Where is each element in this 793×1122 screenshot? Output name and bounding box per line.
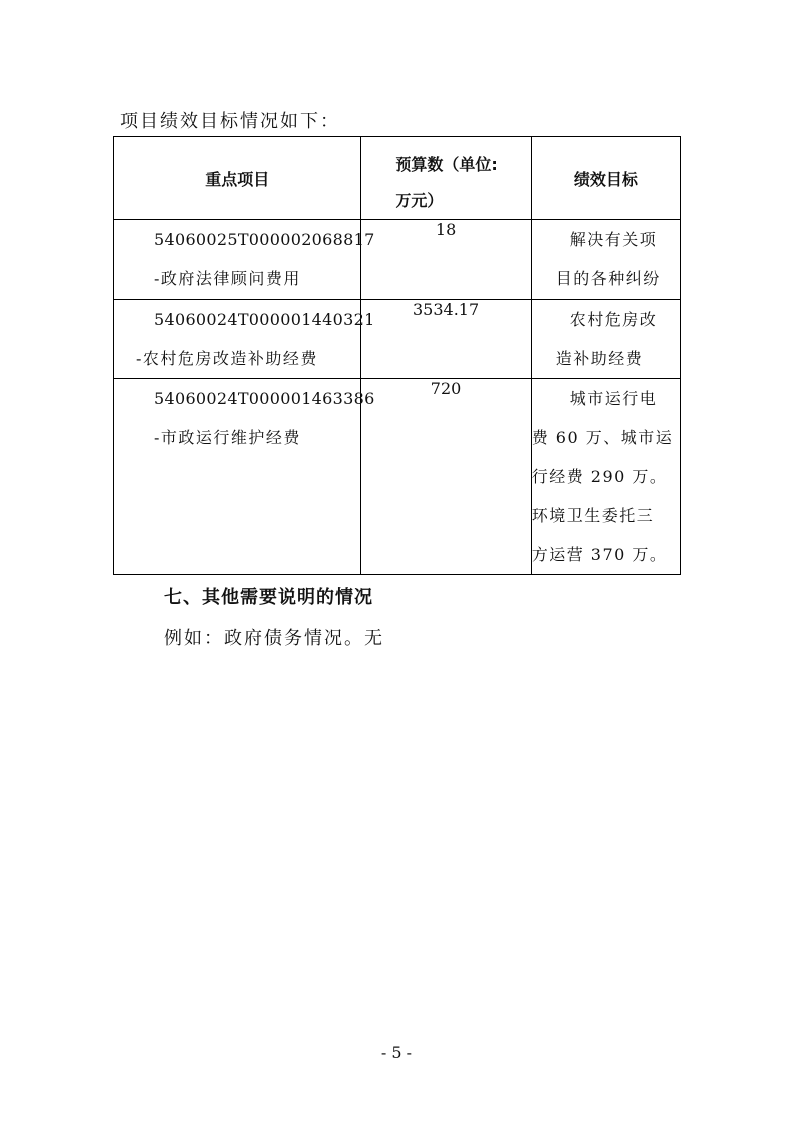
project-name: -农村危房改造补助经费 <box>136 349 318 368</box>
target-cell <box>531 379 680 575</box>
table-row <box>114 300 681 379</box>
target-cell <box>531 300 680 379</box>
intro-text: 项目绩效目标情况如下： <box>120 111 340 132</box>
table-row <box>114 379 681 575</box>
section-title: 七、其他需要说明的情况 <box>164 587 373 608</box>
header-project: 重点项目 <box>114 137 361 220</box>
header-budget <box>361 137 531 220</box>
table-header-row <box>114 137 681 220</box>
page-number: - 5 - <box>380 1043 413 1062</box>
target-line: 造补助经费 <box>555 349 644 368</box>
project-code: 54060024T000001463386 <box>154 389 375 408</box>
budget-cell: 18 <box>361 220 531 300</box>
project-cell <box>114 300 375 379</box>
header-target: 绩效目标 <box>531 137 680 220</box>
project-cell <box>114 220 375 300</box>
target-line: 农村危房改 <box>569 310 658 329</box>
project-cell <box>114 379 375 575</box>
budget-cell: 3534.17 <box>361 300 531 379</box>
project-name: -政府法律顾问费用 <box>154 269 301 288</box>
project-code: 54060025T000002068817 <box>154 230 375 249</box>
project-name: -市政运行维护经费 <box>154 428 301 447</box>
target-line: 城市运行电 <box>569 389 658 408</box>
target-line: 解决有关项 <box>569 230 658 249</box>
target-line: 费 60 万、城市运 <box>531 428 674 447</box>
target-line: 行经费 290 万。 <box>531 467 668 486</box>
header-budget-line1: 预算数（单位: <box>395 155 498 174</box>
target-cell <box>531 220 680 300</box>
target-line: 目的各种纠纷 <box>555 269 661 288</box>
target-line: 方运营 370 万。 <box>531 545 668 564</box>
header-budget-line2: 万元） <box>395 191 444 210</box>
example-text: 例如：政府债务情况。无 <box>164 628 384 649</box>
project-code: 54060024T000001440321 <box>154 310 375 329</box>
performance-table <box>113 136 681 575</box>
budget-cell: 720 <box>361 379 531 575</box>
target-line: 环境卫生委托三 <box>531 506 655 525</box>
table-row <box>114 220 681 300</box>
